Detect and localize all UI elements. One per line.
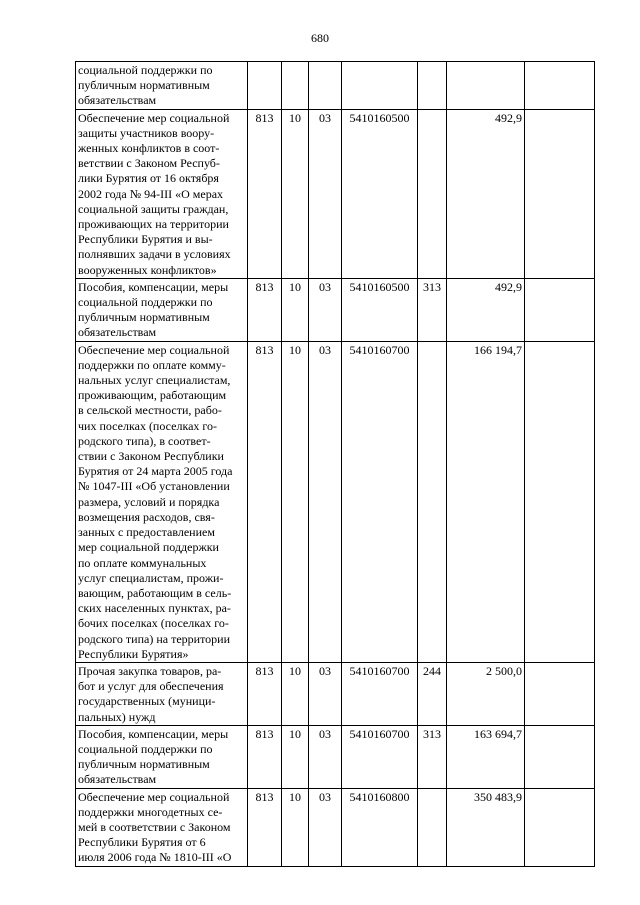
empty-cell — [525, 62, 595, 110]
item-name-line: Республики Бурятия» — [78, 646, 189, 661]
target-article-cell: 5410160700 — [342, 341, 418, 662]
section-code-cell: 10 — [282, 278, 309, 341]
item-name-line: защиты участников воору- — [78, 125, 215, 140]
item-name-line: ствии с Законом Республики — [78, 449, 224, 464]
item-name-cell — [76, 278, 248, 341]
subsection-code-cell: 03 — [309, 662, 342, 725]
item-name-cell — [76, 341, 248, 662]
item-name-line: размера, условий и порядка — [78, 494, 220, 509]
item-name-line: в сельской местности, рабо- — [78, 403, 222, 418]
subsection-code-cell: 03 — [309, 109, 342, 278]
subsection-code-cell: 03 — [309, 788, 342, 866]
amount-cell: 166 194,7 — [447, 341, 525, 662]
item-name-line: Республики Бурятия от 6 — [78, 835, 206, 850]
item-name-line: Пособия, компенсации, меры — [78, 726, 229, 741]
item-name-line: социальной поддержки по — [78, 63, 213, 77]
expense-type-cell — [418, 62, 447, 110]
table-row — [76, 109, 595, 278]
item-name-line: пальных) нужд — [78, 709, 156, 724]
item-name-line: Бурятия от 24 марта 2005 года — [78, 464, 233, 479]
page-number: 680 — [311, 31, 329, 45]
empty-cell — [525, 278, 595, 341]
item-name-line: государственных (муници- — [78, 694, 216, 709]
amount-cell — [447, 62, 525, 110]
item-name-line: вооруженных конфликтов» — [78, 262, 217, 277]
item-name-line: обязательствам — [78, 325, 157, 340]
item-name-line: публичным нормативным — [78, 310, 210, 325]
admin-code-cell — [248, 62, 282, 110]
item-name-line: ских населенных пунктах, ра- — [78, 601, 231, 616]
item-name-line: Республики Бурятия и вы- — [78, 232, 213, 247]
table-row — [76, 725, 595, 788]
subsection-code-cell: 03 — [309, 725, 342, 788]
expense-type-cell: 244 — [418, 662, 447, 725]
budget-table — [75, 61, 595, 867]
table-row — [76, 662, 595, 725]
item-name-line: женных конфликтов в соот- — [78, 141, 220, 156]
expense-type-cell — [418, 109, 447, 278]
item-name-cell — [76, 788, 248, 866]
item-name-line: ветствии с Законом Респуб- — [78, 156, 220, 171]
admin-code-cell: 813 — [248, 788, 282, 866]
amount-cell: 2 500,0 — [447, 662, 525, 725]
expense-type-cell: 313 — [418, 725, 447, 788]
admin-code-cell: 813 — [248, 341, 282, 662]
item-name-cell — [76, 725, 248, 788]
item-name-line: публичным нормативным — [78, 78, 210, 93]
subsection-code-cell — [309, 62, 342, 110]
expense-type-cell: 313 — [418, 278, 447, 341]
target-article-cell: 5410160700 — [342, 725, 418, 788]
target-article-cell: 5410160500 — [342, 109, 418, 278]
empty-cell — [525, 725, 595, 788]
item-name-line: по оплате коммунальных — [78, 555, 207, 570]
empty-cell — [525, 788, 595, 866]
item-name-line: возмещения расходов, свя- — [78, 509, 215, 524]
admin-code-cell: 813 — [248, 662, 282, 725]
item-name-line: услуг специалистам, прожи- — [78, 570, 224, 585]
amount-cell: 350 483,9 — [447, 788, 525, 866]
item-name-line: полнявших задачи в условиях — [78, 247, 231, 262]
section-code-cell: 10 — [282, 341, 309, 662]
table-row — [76, 62, 595, 110]
admin-code-cell: 813 — [248, 725, 282, 788]
amount-cell: 492,9 — [447, 278, 525, 341]
amount-cell: 163 694,7 — [447, 725, 525, 788]
item-name-line: проживающих на территории — [78, 217, 229, 232]
subsection-code-cell: 03 — [309, 341, 342, 662]
item-name-line: поддержки многодетных се- — [78, 804, 223, 819]
item-name-line: поддержки по оплате комму- — [78, 357, 226, 372]
target-article-cell: 5410160800 — [342, 788, 418, 866]
subsection-code-cell: 03 — [309, 278, 342, 341]
item-name-line: социальной поддержки по — [78, 741, 213, 756]
item-name-line: мер социальной поддержки — [78, 540, 219, 555]
item-name-cell — [76, 109, 248, 278]
item-name-line: июля 2006 года № 1810-III «О — [78, 850, 232, 865]
item-name-line: занных с предоставлением — [78, 525, 215, 540]
empty-cell — [525, 341, 595, 662]
amount-cell: 492,9 — [447, 109, 525, 278]
empty-cell — [525, 109, 595, 278]
item-name-line: бочих поселках (поселках го- — [78, 616, 229, 631]
target-article-cell — [342, 62, 418, 110]
expense-type-cell — [418, 341, 447, 662]
target-article-cell: 5410160700 — [342, 662, 418, 725]
table-row — [76, 788, 595, 866]
item-name-line: социальной защиты граждан, — [78, 201, 229, 216]
item-name-line: социальной поддержки по — [78, 295, 213, 310]
admin-code-cell: 813 — [248, 278, 282, 341]
table-row — [76, 341, 595, 662]
item-name-cell — [76, 62, 248, 110]
section-code-cell — [282, 62, 309, 110]
admin-code-cell: 813 — [248, 109, 282, 278]
item-name-line: родского типа) на территории — [78, 631, 231, 646]
item-name-cell — [76, 662, 248, 725]
item-name-line: Пособия, компенсации, меры — [78, 279, 229, 294]
item-name-line: 2002 года № 94-III «О мерах — [78, 186, 224, 201]
item-name-line: публичным нормативным — [78, 757, 210, 772]
section-code-cell: 10 — [282, 109, 309, 278]
item-name-line: Обеспечение мер социальной — [78, 110, 230, 125]
item-name-line: вающим, работающим в сель- — [78, 585, 232, 600]
item-name-line: чих поселках (поселках го- — [78, 418, 218, 433]
item-name-line: мей в соответствии с Законом — [78, 819, 231, 834]
item-name-line: Обеспечение мер социальной — [78, 342, 230, 357]
item-name-line: проживающим, работающим — [78, 388, 227, 403]
item-name-line: обязательствам — [78, 772, 157, 787]
section-code-cell: 10 — [282, 788, 309, 866]
item-name-line: Обеспечение мер социальной — [78, 789, 230, 804]
item-name-line: № 1047-III «Об установлении — [78, 479, 230, 494]
target-article-cell: 5410160500 — [342, 278, 418, 341]
table-row — [76, 278, 595, 341]
empty-cell — [525, 662, 595, 725]
item-name-line: Прочая закупка товаров, ра- — [78, 663, 222, 678]
item-name-line: обязательствам — [78, 93, 157, 108]
item-name-line: бот и услуг для обеспечения — [78, 679, 224, 694]
item-name-line: лики Бурятия от 16 октября — [78, 171, 219, 186]
section-code-cell: 10 — [282, 662, 309, 725]
item-name-line: нальных услуг специалистам, — [78, 373, 231, 388]
expense-type-cell — [418, 788, 447, 866]
item-name-line: родского типа), в соответ- — [78, 433, 211, 448]
section-code-cell: 10 — [282, 725, 309, 788]
